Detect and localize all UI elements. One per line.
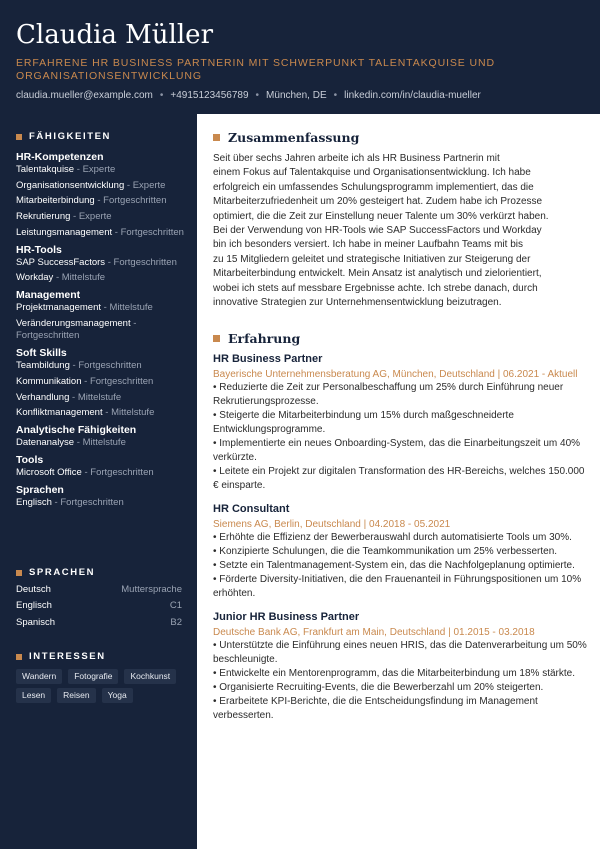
skill-dash: - bbox=[51, 497, 61, 509]
skill-name: Verhandlung bbox=[16, 391, 70, 403]
language-level: B2 bbox=[170, 616, 182, 628]
skill-name: Leistungsmanagement bbox=[16, 226, 113, 238]
skill-dash: - bbox=[102, 407, 112, 419]
contact-separator: • bbox=[255, 90, 260, 101]
skill-dash: - bbox=[81, 375, 90, 387]
job-bullets bbox=[213, 639, 588, 723]
skill-level: Fortgeschritten bbox=[16, 330, 80, 342]
skill-item bbox=[16, 227, 188, 239]
language-level: Muttersprache bbox=[121, 584, 182, 595]
skill-item bbox=[16, 257, 188, 269]
job-bullet: • Entwickelte ein Mentorenprogramm, das die Mitarbeiterbindung um 18% stärkte. bbox=[213, 667, 588, 681]
skill-item bbox=[16, 360, 188, 372]
heading-square-icon bbox=[16, 134, 22, 140]
languages-heading-label: SPRACHEN bbox=[29, 567, 96, 578]
skill-group-title: HR-Kompetenzen bbox=[16, 151, 104, 163]
job-bullet: • Erhöhte die Effizienz der Bewerberauswahl durch automatisierte Tools um 30%. bbox=[213, 531, 588, 545]
summary-heading-label: Zusammenfassung bbox=[228, 130, 360, 145]
skill-dash: - bbox=[130, 318, 137, 330]
skill-level: Mittelstufe bbox=[111, 407, 155, 419]
skill-group-title: HR-Tools bbox=[16, 243, 62, 256]
skill-level: Fortgeschritten bbox=[103, 195, 167, 207]
skill-level: Fortgeschritten bbox=[89, 375, 154, 387]
skill-name: Microsoft Office bbox=[16, 467, 82, 479]
languages-heading bbox=[16, 567, 95, 578]
skill-group-title: Soft Skills bbox=[16, 347, 67, 360]
job-company: Bayerische Unternehmensberatung AG, München, Deutschland | 06.2021 - Aktuell bbox=[213, 369, 578, 380]
summary-line: Bei der Verwendung von HR-Tools wie SAP SuccessFactors und Workday bbox=[213, 225, 542, 237]
experience-list bbox=[213, 352, 588, 732]
skill-dash: - bbox=[69, 360, 79, 372]
job-bullet: • Erarbeitete KPI-Berichte, die die Entscheidungsfindung im Management verbesserten. bbox=[213, 695, 588, 723]
job-entry bbox=[213, 502, 588, 601]
heading-square-icon bbox=[16, 654, 22, 660]
skill-dash: - bbox=[94, 195, 104, 207]
skill-name: Veränderungsmanagement bbox=[16, 318, 131, 330]
summary-heading bbox=[213, 130, 359, 145]
skill-dash: - bbox=[105, 256, 114, 268]
skills-heading-label: FÄHIGKEITEN bbox=[29, 131, 111, 142]
summary-line: zu 15 Mitgliedern geleitet und strategische Initiativen zur Steigerung der bbox=[213, 253, 531, 265]
heading-square-icon bbox=[16, 570, 22, 576]
interests-list bbox=[16, 669, 188, 707]
skill-dash: - bbox=[74, 437, 83, 449]
language-name: Spanisch bbox=[16, 616, 56, 628]
skill-name: Englisch bbox=[16, 497, 52, 509]
skill-dash: - bbox=[70, 211, 79, 223]
skill-name: SAP SuccessFactors bbox=[16, 256, 106, 268]
candidate-headline: ERFAHRENE HR BUSINESS PARTNERIN MIT SCHWERPUNKT TALENTAKQUISE UND ORGANISATIONSENTWICKLUNG bbox=[16, 57, 495, 82]
interest-tag: Yoga bbox=[102, 688, 133, 703]
interest-tag: Wandern bbox=[16, 669, 62, 684]
job-bullet: • Steigerte die Mitarbeiterbindung um 15% durch maßgeschneiderte Entwicklungsprogramme. bbox=[213, 409, 588, 437]
skill-level: Fortgeschritten bbox=[60, 497, 124, 509]
job-bullets bbox=[213, 381, 588, 493]
heading-square-icon bbox=[213, 134, 220, 141]
skill-group bbox=[16, 483, 188, 509]
skills-heading bbox=[16, 131, 111, 142]
contact-linkedin[interactable]: linkedin.com/in/claudia-mueller bbox=[344, 90, 481, 101]
skill-group-title: Sprachen bbox=[16, 484, 64, 497]
skill-group bbox=[16, 288, 188, 342]
skill-level: Experte bbox=[132, 179, 166, 191]
skill-group-title: Tools bbox=[16, 454, 44, 467]
skill-name: Organisationsentwicklung bbox=[16, 179, 125, 191]
summary-line: innovative Strategien zur Unternehmensentwicklung beizutragen. bbox=[213, 297, 502, 309]
skill-level: Fortgeschritten bbox=[113, 256, 177, 268]
skill-group bbox=[16, 453, 188, 479]
skill-item bbox=[16, 318, 188, 342]
job-bullet: • Leitete ein Projekt zur digitalen Transformation des HR-Bereichs, welches 150.000 € einsparte. bbox=[213, 465, 588, 493]
skill-level: Fortgeschritten bbox=[78, 360, 142, 372]
contact-separator: • bbox=[159, 90, 164, 101]
contact-phone[interactable]: +4915123456789 bbox=[170, 90, 249, 101]
skill-group bbox=[16, 346, 188, 419]
skill-item bbox=[16, 180, 188, 192]
skill-name: Teambildung bbox=[16, 360, 70, 372]
skill-item bbox=[16, 407, 188, 419]
interests-heading bbox=[16, 651, 106, 662]
summary-line: erfolgreich ein umfassendes Schulungsprogramm implementiert, das die bbox=[213, 181, 534, 193]
summary-line: optimiert, die die Zeit zur Einstellung neuer Talente um 30% verkürzt haben. bbox=[213, 210, 549, 222]
skill-item bbox=[16, 302, 188, 314]
skill-item bbox=[16, 497, 188, 509]
skill-dash: - bbox=[81, 467, 91, 479]
languages-list bbox=[16, 584, 182, 633]
skill-level: Experte bbox=[82, 164, 116, 175]
skill-level: Mittelstufe bbox=[109, 302, 153, 314]
contact-bar bbox=[16, 90, 481, 101]
skill-item bbox=[16, 211, 188, 223]
skill-dash: - bbox=[124, 179, 133, 191]
skill-group-title: Analytische Fähigkeiten bbox=[16, 424, 137, 437]
job-bullets bbox=[213, 531, 588, 601]
skill-level: Fortgeschritten bbox=[90, 467, 154, 479]
job-entry bbox=[213, 610, 588, 723]
skill-dash: - bbox=[112, 226, 121, 238]
contact-separator: • bbox=[333, 90, 338, 101]
skill-dash: - bbox=[101, 302, 110, 314]
language-name: Englisch bbox=[16, 600, 52, 612]
summary-line: wobei ich stets auf messbare Ergebnisse achte. Ich strebe danach, durch bbox=[213, 282, 538, 294]
language-name: Deutsch bbox=[16, 584, 51, 595]
skills-list bbox=[16, 150, 188, 513]
job-bullet: • Unterstützte die Einführung eines neuen HRIS, das die Datenverarbeitung um 50% beschleunigte. bbox=[213, 639, 588, 667]
job-bullet: • Implementierte ein neues Onboarding-System, das die Einarbeitungszeit um 40% verkürzte. bbox=[213, 437, 588, 465]
skill-item bbox=[16, 392, 188, 404]
interest-tag: Kochkunst bbox=[124, 669, 176, 684]
job-company: Siemens AG, Berlin, Deutschland | 04.2018 - 05.2021 bbox=[213, 519, 451, 530]
skill-name: Kommunikation bbox=[16, 375, 82, 387]
main-content bbox=[197, 114, 600, 849]
skill-level: Experte bbox=[78, 211, 112, 223]
language-row bbox=[16, 617, 182, 629]
skill-group bbox=[16, 150, 188, 239]
interest-tag: Lesen bbox=[16, 688, 51, 703]
skill-name: Workday bbox=[16, 272, 54, 284]
skill-name: Konfliktmanagement bbox=[16, 407, 103, 419]
skill-item bbox=[16, 164, 188, 176]
summary-line: Mitarbeiterzufriedenheit um 20% gesteigert hat. Zudem habe ich Prozesse bbox=[213, 196, 543, 208]
skill-name: Projektmanagement bbox=[16, 302, 102, 314]
language-row bbox=[16, 584, 182, 596]
skill-level: Mittelstufe bbox=[61, 272, 106, 284]
job-entry bbox=[213, 352, 588, 493]
skill-group-title: Management bbox=[16, 289, 81, 302]
job-bullet: • Setzte ein Talentmanagement-System ein, das die Nachfolgeplanung optimierte. bbox=[213, 559, 588, 573]
candidate-name: Claudia Müller bbox=[16, 20, 213, 50]
job-bullet: • Konzipierte Schulungen, die die Teamkommunikation um 25% verbesserten. bbox=[213, 545, 588, 559]
skill-name: Datenanalyse bbox=[16, 437, 75, 449]
resume-header bbox=[0, 0, 600, 114]
skill-item bbox=[16, 376, 188, 388]
skill-name: Talentakquise bbox=[16, 164, 75, 175]
skill-dash: - bbox=[69, 391, 78, 403]
sidebar bbox=[0, 114, 197, 849]
job-bullet: • Organisierte Recruiting-Events, die die Bewerberzahl um 20% steigerten. bbox=[213, 681, 588, 695]
experience-heading bbox=[213, 331, 300, 346]
interest-tag: Reisen bbox=[57, 688, 95, 703]
skill-dash: - bbox=[74, 164, 83, 175]
skill-group bbox=[16, 243, 188, 285]
skill-level: Mittelstufe bbox=[82, 437, 126, 449]
skill-item bbox=[16, 272, 188, 284]
summary-line: bin ich besonders versiert. Ich habe in meiner Laufbahn Teams mit bis bbox=[213, 239, 523, 251]
language-level: C1 bbox=[169, 600, 182, 612]
heading-square-icon bbox=[213, 335, 220, 342]
summary-text bbox=[213, 152, 588, 310]
job-title: Junior HR Business Partner bbox=[213, 611, 360, 623]
job-bullet: • Reduzierte die Zeit zur Personalbeschaffung um 25% durch Einführung neuer Rekrutierungsprozesse. bbox=[213, 381, 588, 409]
job-title: HR Business Partner bbox=[213, 353, 323, 365]
job-bullet: • Förderte Diversity-Initiativen, die den Frauenanteil in Führungspositionen um 10% erhöhten. bbox=[213, 573, 588, 601]
interest-tag: Fotografie bbox=[68, 669, 118, 684]
skill-item bbox=[16, 467, 188, 479]
language-row bbox=[16, 600, 182, 612]
skill-name: Rekrutierung bbox=[16, 211, 71, 223]
skill-item bbox=[16, 195, 188, 207]
contact-location: München, DE bbox=[266, 90, 327, 101]
job-title: HR Consultant bbox=[213, 503, 290, 515]
skill-group bbox=[16, 423, 188, 449]
skill-item bbox=[16, 437, 188, 449]
summary-line: Mitarbeiterbindung entwickelt. Mein Ansatz ist analytisch und zielorientiert, bbox=[213, 268, 542, 280]
skill-level: Fortgeschritten bbox=[120, 226, 184, 238]
interests-heading-label: INTERESSEN bbox=[29, 651, 106, 662]
skill-level: Mittelstufe bbox=[77, 391, 122, 403]
job-company: Deutsche Bank AG, Frankfurt am Main, Deutschland | 01.2015 - 03.2018 bbox=[213, 627, 535, 638]
summary-line: Seit über sechs Jahren arbeite ich als HR Business Partnerin mit bbox=[213, 153, 500, 164]
skill-name: Mitarbeiterbindung bbox=[16, 195, 95, 207]
experience-heading-label: Erfahrung bbox=[228, 331, 301, 346]
summary-line: einem Fokus auf Talentakquise und Organisationsentwicklung. Ich habe bbox=[213, 167, 531, 179]
skill-dash: - bbox=[53, 272, 62, 284]
contact-email[interactable]: claudia.mueller@example.com bbox=[16, 90, 153, 101]
